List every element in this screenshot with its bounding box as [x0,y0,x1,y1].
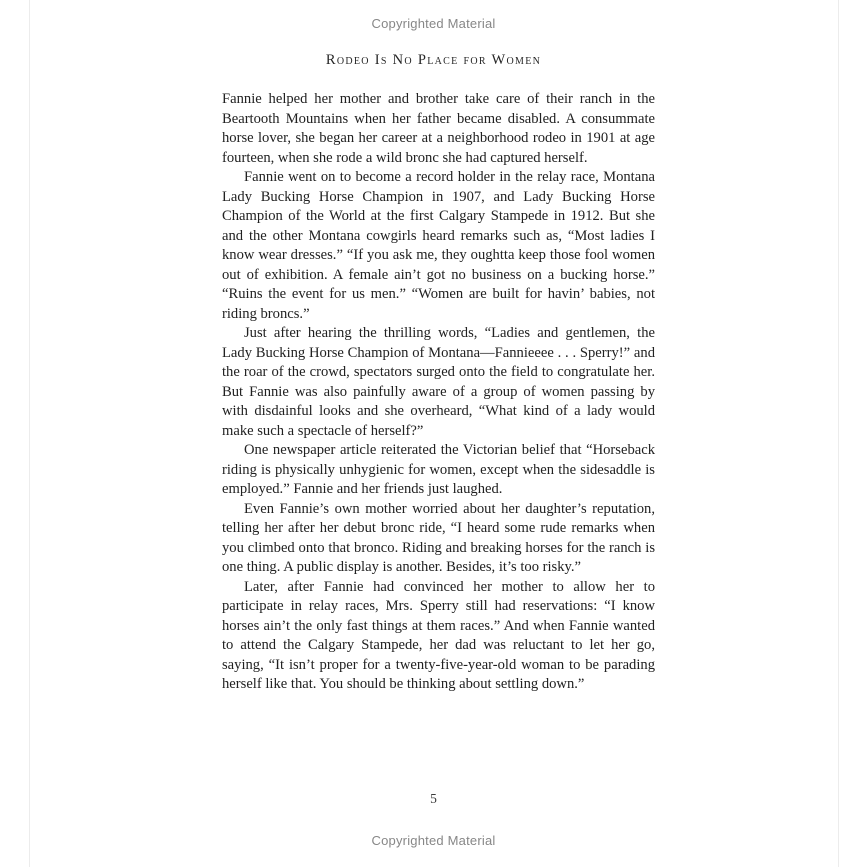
body-text [222,90,655,695]
copyright-watermark-top: Copyrighted Material [371,16,496,31]
paragraph-6: Later, after Fannie had convinced her mother to allow her to participate in relay races, Mrs. Sperry still had reservations: “I know horses ain’t the only fast things at them races.” And when Fannie wanted to attend the Calgary Stampede, her dad was reluctant to let her go, saying, “It isn’t proper for a twenty-five-year-old woman to be parading herself like that. You should be thinking about settling down.” [222,578,655,692]
page-edge-line-right [838,0,839,867]
running-header: Rodeo Is No Place for Women [325,52,542,68]
paragraph-4: One newspaper article reiterated the Victorian belief that “Horseback riding is physically unhygienic for women, except when the sidesaddle is employed.” Fannie and her friends just laughed. [222,442,655,497]
paragraph-1: Fannie helped her mother and brother take care of their ranch in the Beartooth Mountains when her father became disabled. A consummate horse lover, she began her career at a neighborhood rodeo in 1901 at age fourteen, when she rode a wild bronc she had captured herself. [222,91,655,166]
page-number: 5 [430,791,437,806]
paragraph-2: Fannie went on to become a record holder in the relay race, Montana Lady Bucking Horse Champion in 1907, and Lady Bucking Horse Champion of the World at the first Calgary Stampede in 1912. But she and the other Montana cowgirls heard remarks such as, “Most ladies I know wear dresses.” “If you ask me, they oughtta keep those fool women out of exhibition. A female ain’t got no business on a bucking horse.” “Ruins the event for us men.” “Women are built for havin’ babies, not riding broncs.” [222,169,655,322]
copyright-watermark-bottom: Copyrighted Material [371,833,496,848]
paragraph-5: Even Fannie’s own mother worried about her daughter’s reputation, telling her after her debut bronc ride, “I heard some rude remarks when you climbed onto that bronco. Riding and breaking horses for the ranch is one thing. A public display is another. Besides, it’s too risky.” [222,500,655,575]
page-edge-line-left [29,0,30,867]
paragraph-3: Just after hearing the thrilling words, “Ladies and gentlemen, the Lady Bucking Horse Champion of Montana—Fannieeee . . . Sperry!” and the roar of the crowd, spectators surged onto the field to congratulate her. But Fannie was also painfully aware of a group of women passing by with disdainful looks and she overheard, “What kind of a lady would make such a spectacle of herself?” [222,325,655,439]
